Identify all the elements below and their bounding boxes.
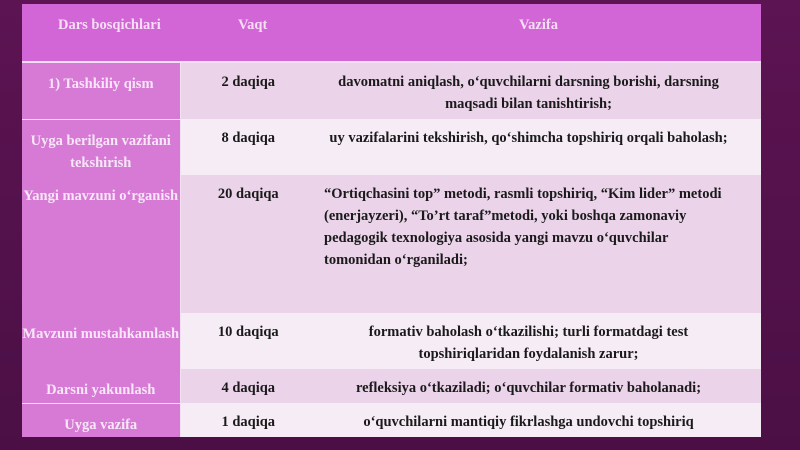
header-time: Vaqt [180, 4, 316, 62]
table-row [22, 62, 761, 119]
header-task: Vazifa [316, 4, 761, 62]
stage-cell: Darsni yakunlash [22, 369, 180, 403]
time-cell: 20 daqiqa [180, 175, 316, 313]
table-row [22, 175, 761, 313]
time-cell: 1 daqiqa [180, 403, 316, 437]
table-row [22, 119, 761, 175]
header-stage: Dars bosqichlari [22, 4, 180, 62]
stage-cell: Uyga vazifa [22, 403, 180, 437]
task-cell: “Ortiqchasini top” metodi, rasmli topshiriq, “Kim lider” metodi (enerjayzeri), “To’rt taraf”metodi, yoki boshqa zamonaviy pedagogik texnologiya asosida yangi mavzu o‘quvchilar tomonidan o‘rganiladi; [316, 175, 761, 313]
task-cell: formativ baholash o‘tkazilishi; turli formatdagi test topshiriqlaridan foydalanish zarur; [316, 313, 761, 369]
table-row [22, 313, 761, 369]
time-cell: 8 daqiqa [180, 119, 316, 175]
stage-cell: 1) Tashkiliy qism [22, 62, 180, 119]
table-row [22, 403, 761, 437]
stage-cell: Mavzuni mustahkamlash [22, 313, 180, 369]
table-row [22, 369, 761, 403]
lesson-plan-table [22, 4, 761, 437]
time-cell: 2 daqiqa [180, 62, 316, 119]
task-cell: davomatni aniqlash, o‘quvchilarni darsning borishi, darsning maqsadi bilan tanishtirish; [316, 62, 761, 119]
task-cell: o‘quvchilarni mantiqiy fikrlashga undovchi topshiriq [316, 403, 761, 437]
time-cell: 10 daqiqa [180, 313, 316, 369]
time-cell: 4 daqiqa [180, 369, 316, 403]
stage-cell: Yangi mavzuni o‘rganish [22, 175, 180, 313]
task-cell: uy vazifalarini tekshirish, qo‘shimcha topshiriq orqali baholash; [316, 119, 761, 175]
table-header-row [22, 4, 761, 62]
task-cell: refleksiya o‘tkaziladi; o‘quvchilar formativ baholanadi; [316, 369, 761, 403]
stage-cell: Uyga berilgan vazifani tekshirish [22, 119, 180, 175]
